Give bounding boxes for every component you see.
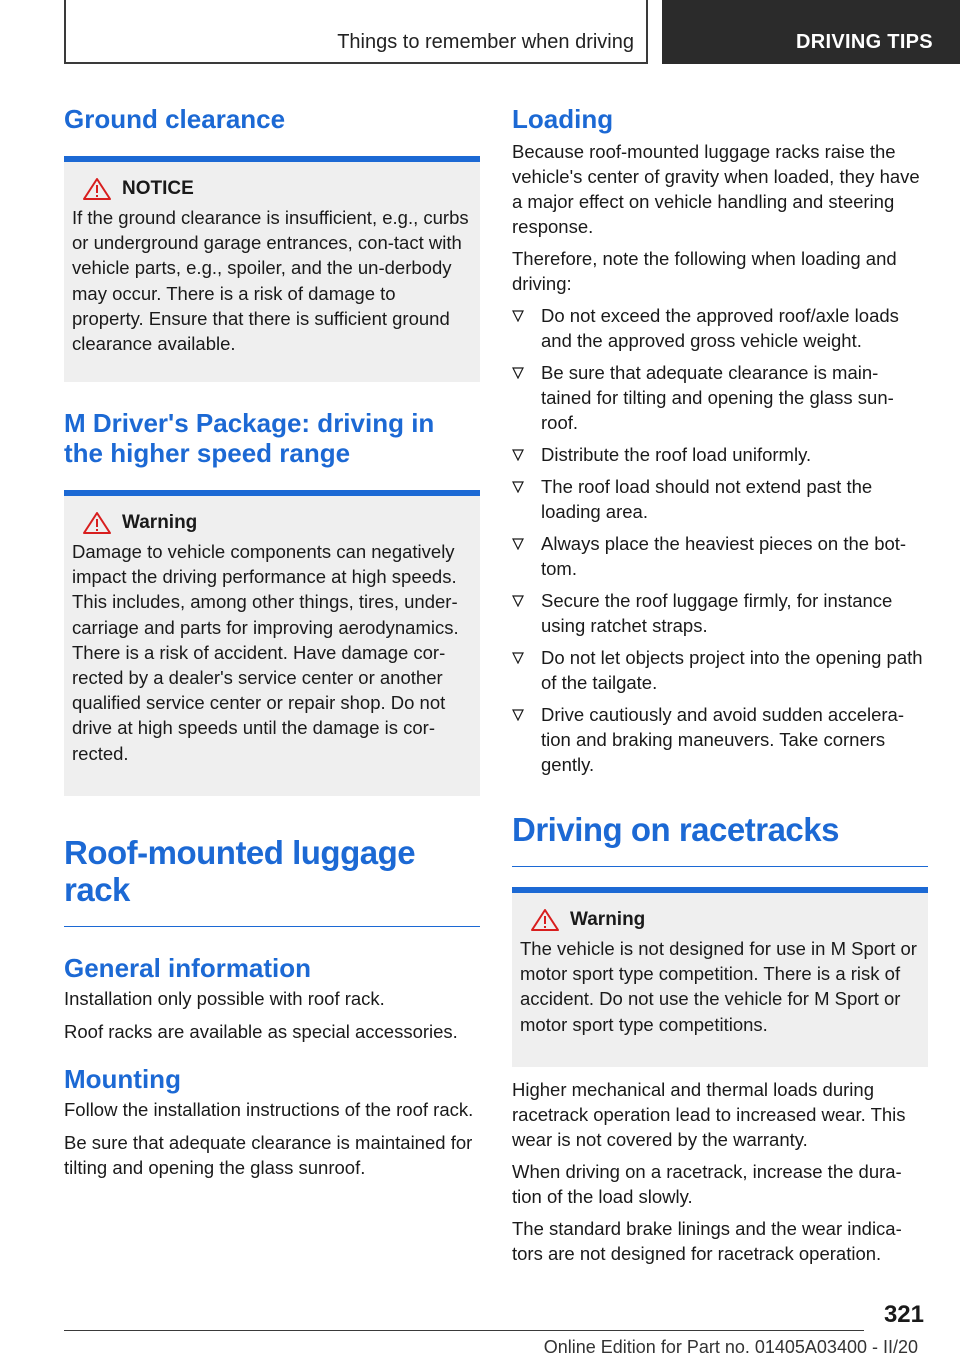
right-column [512, 100, 928, 1266]
warning-title [520, 907, 920, 933]
general-information-heading: General information [64, 953, 312, 983]
triangle-bullet-icon [512, 538, 524, 550]
list-item [512, 702, 928, 777]
warning-triangle-icon [530, 908, 560, 932]
running-header-section [64, 0, 648, 64]
notice-text: If the ground clearance is insufficient, e.g., curbs or underground garage entrances, con-tact with vehicle parts, e.g., spoiler, and the un-derbody may occur. There is a risk of damage to property. Ensure that there is sufficient ground clearance available. [72, 207, 469, 355]
roof-rack-heading: Roof-mounted luggage rack [64, 834, 416, 908]
triangle-bullet-icon [512, 481, 524, 493]
footer-rule [64, 1330, 864, 1331]
edition-note: Online Edition for Part no. 01405A03400 - II/20 [543, 1337, 918, 1357]
triangle-bullet-icon [512, 367, 524, 379]
m-drivers-package-heading: M Driver's Package: driving in the higher speed range [64, 408, 435, 468]
racetracks-p2: When driving on a racetrack, increase the dura-tion of the load slowly. [512, 1161, 902, 1207]
list-item-text: The roof load should not extend past the loading area. [541, 476, 873, 522]
list-item-text: Do not let objects project into the opening path of the tailgate. [541, 647, 923, 693]
loading-list [512, 303, 928, 777]
list-item-text: Always place the heaviest pieces on the bot-tom. [541, 533, 907, 579]
warning-label: Warning [570, 909, 646, 930]
list-item-text: Secure the roof luggage firmly, for instance using ratchet straps. [541, 590, 893, 636]
notice-label: NOTICE [122, 178, 194, 199]
list-item [512, 303, 928, 353]
list-item [512, 588, 928, 638]
warning-title [72, 510, 472, 536]
warning-label: Warning [122, 512, 198, 533]
warning-text: Damage to vehicle components can negatively impact the driving performance at high speeds. This includes, among other things, tires, under-carriage and parts for improving aerodynamics. There is a risk of accident. Have damage cor-rected by a dealer's service center or another qualified service center or repair shop. Do not drive at high speeds until the damage is cor-rected. [72, 541, 459, 764]
list-item [512, 531, 928, 581]
heading-rule [64, 926, 480, 927]
general-p2: Roof racks are available as special accessories. [64, 1021, 458, 1042]
notice-title [72, 176, 472, 202]
triangle-bullet-icon [512, 310, 524, 322]
racetracks-heading: Driving on racetracks [512, 811, 839, 848]
triangle-bullet-icon [512, 652, 524, 664]
warning-box-racetrack [512, 887, 928, 1067]
list-item [512, 442, 928, 467]
list-item [512, 645, 928, 695]
loading-p2: Therefore, note the following when loading and driving: [512, 248, 897, 294]
warning-box-speed [64, 490, 480, 796]
loading-heading: Loading [512, 104, 614, 134]
list-item-text: Do not exceed the approved roof/axle loads and the approved gross vehicle weight. [541, 305, 899, 351]
racetracks-p3: The standard brake linings and the wear indica-tors are not designed for racetrack operation. [512, 1218, 902, 1264]
list-item-text: Be sure that adequate clearance is main-tained for tilting and opening the glass sun-roof. [541, 362, 894, 433]
ground-clearance-heading: Ground clearance [64, 104, 286, 134]
warning-text: The vehicle is not designed for use in M Sport or motor sport type competition. There is a risk of accident. Do not use the vehicle for M Sport or motor sport type competitions. [520, 938, 917, 1035]
racetracks-p1: Higher mechanical and thermal loads during racetrack operation lead to increased wear. This wear is not covered by the warranty. [512, 1079, 906, 1150]
mounting-heading: Mounting [64, 1064, 181, 1094]
section-title: Things to remember when driving [337, 31, 634, 53]
triangle-bullet-icon [512, 595, 524, 607]
list-item-text: Drive cautiously and avoid sudden accelera-tion and braking maneuvers. Take corners gently. [541, 704, 905, 775]
warning-triangle-icon [82, 177, 112, 201]
left-column [64, 100, 480, 1180]
list-item [512, 474, 928, 524]
list-item [512, 360, 928, 435]
triangle-bullet-icon [512, 709, 524, 721]
chapter-tab [662, 0, 960, 64]
general-p1: Installation only possible with roof rack. [64, 988, 385, 1009]
heading-rule [512, 866, 928, 867]
list-item-text: Distribute the roof load uniformly. [541, 444, 812, 465]
page-number: 321 [883, 1301, 924, 1328]
triangle-bullet-icon [512, 449, 524, 461]
mounting-p2: Be sure that adequate clearance is maintained for tilting and opening the glass sunroof. [64, 1132, 473, 1178]
warning-triangle-icon [82, 511, 112, 535]
loading-p1: Because roof-mounted luggage racks raise the vehicle's center of gravity when loaded, they have a major effect on vehicle handling and steering response. [512, 141, 920, 237]
notice-box [64, 156, 480, 382]
mounting-p1: Follow the installation instructions of the roof rack. [64, 1099, 474, 1120]
chapter-title: DRIVING TIPS [796, 31, 933, 53]
